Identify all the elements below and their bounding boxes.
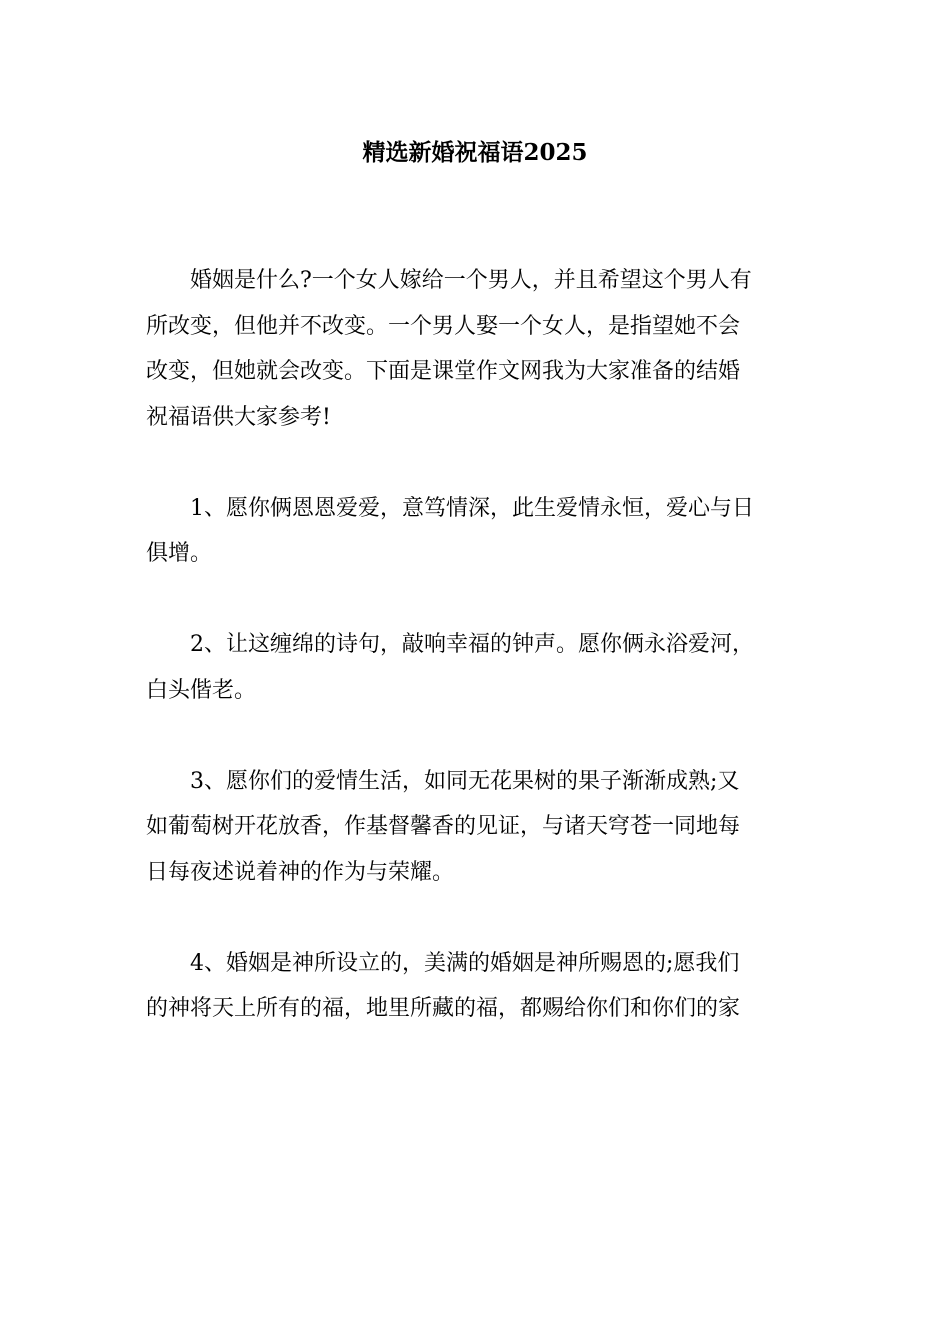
document-title: 精选新婚祝福语2025	[362, 139, 588, 166]
text-line: 如葡萄树开花放香，作基督馨香的见证，与诸天穹苍一同地每	[146, 814, 741, 839]
paragraph-intro	[146, 258, 808, 440]
text-line: 4、婚姻是神所设立的，美满的婚姻是神所赐恩的;愿我们	[190, 950, 740, 976]
text-line: 所改变，但他并不改变。一个男人娶一个女人，是指望她不会	[146, 313, 741, 339]
text-line: 祝福语供大家参考!	[146, 404, 331, 430]
paragraph-gap	[146, 440, 808, 486]
text-line: 改变，但她就会改变。下面是课堂作文网我为大家准备的结婚	[146, 359, 741, 384]
paragraph-item-4	[146, 941, 808, 1032]
text-line: 白头偕老。	[146, 677, 257, 703]
paragraph-item-3	[146, 759, 808, 896]
paragraph-gap	[146, 895, 808, 941]
text-line: 2、让这缠绵的诗句，敲响幸福的钟声。愿你俩永浴爱河，	[190, 632, 754, 657]
text-line: 俱增。	[146, 541, 213, 566]
text-line: 婚姻是什么?一个女人嫁给一个男人，并且希望这个男人有	[190, 268, 752, 293]
text-line: 3、愿你们的爱情生活，如同无花果树的果子渐渐成熟;又	[190, 768, 740, 794]
paragraph-gap	[146, 713, 808, 759]
paragraph-item-2	[146, 622, 808, 713]
paragraph-item-1	[146, 486, 808, 577]
text-line: 的神将天上所有的福，地里所藏的福，都赐给你们和你们的家	[146, 996, 741, 1021]
text-line: 日每夜述说着神的作为与荣耀。	[146, 859, 455, 885]
document-body	[146, 258, 808, 1032]
paragraph-gap	[146, 577, 808, 623]
text-line: 1、愿你俩恩恩爱爱，意笃情深，此生爱情永恒，爱心与日	[190, 495, 754, 521]
